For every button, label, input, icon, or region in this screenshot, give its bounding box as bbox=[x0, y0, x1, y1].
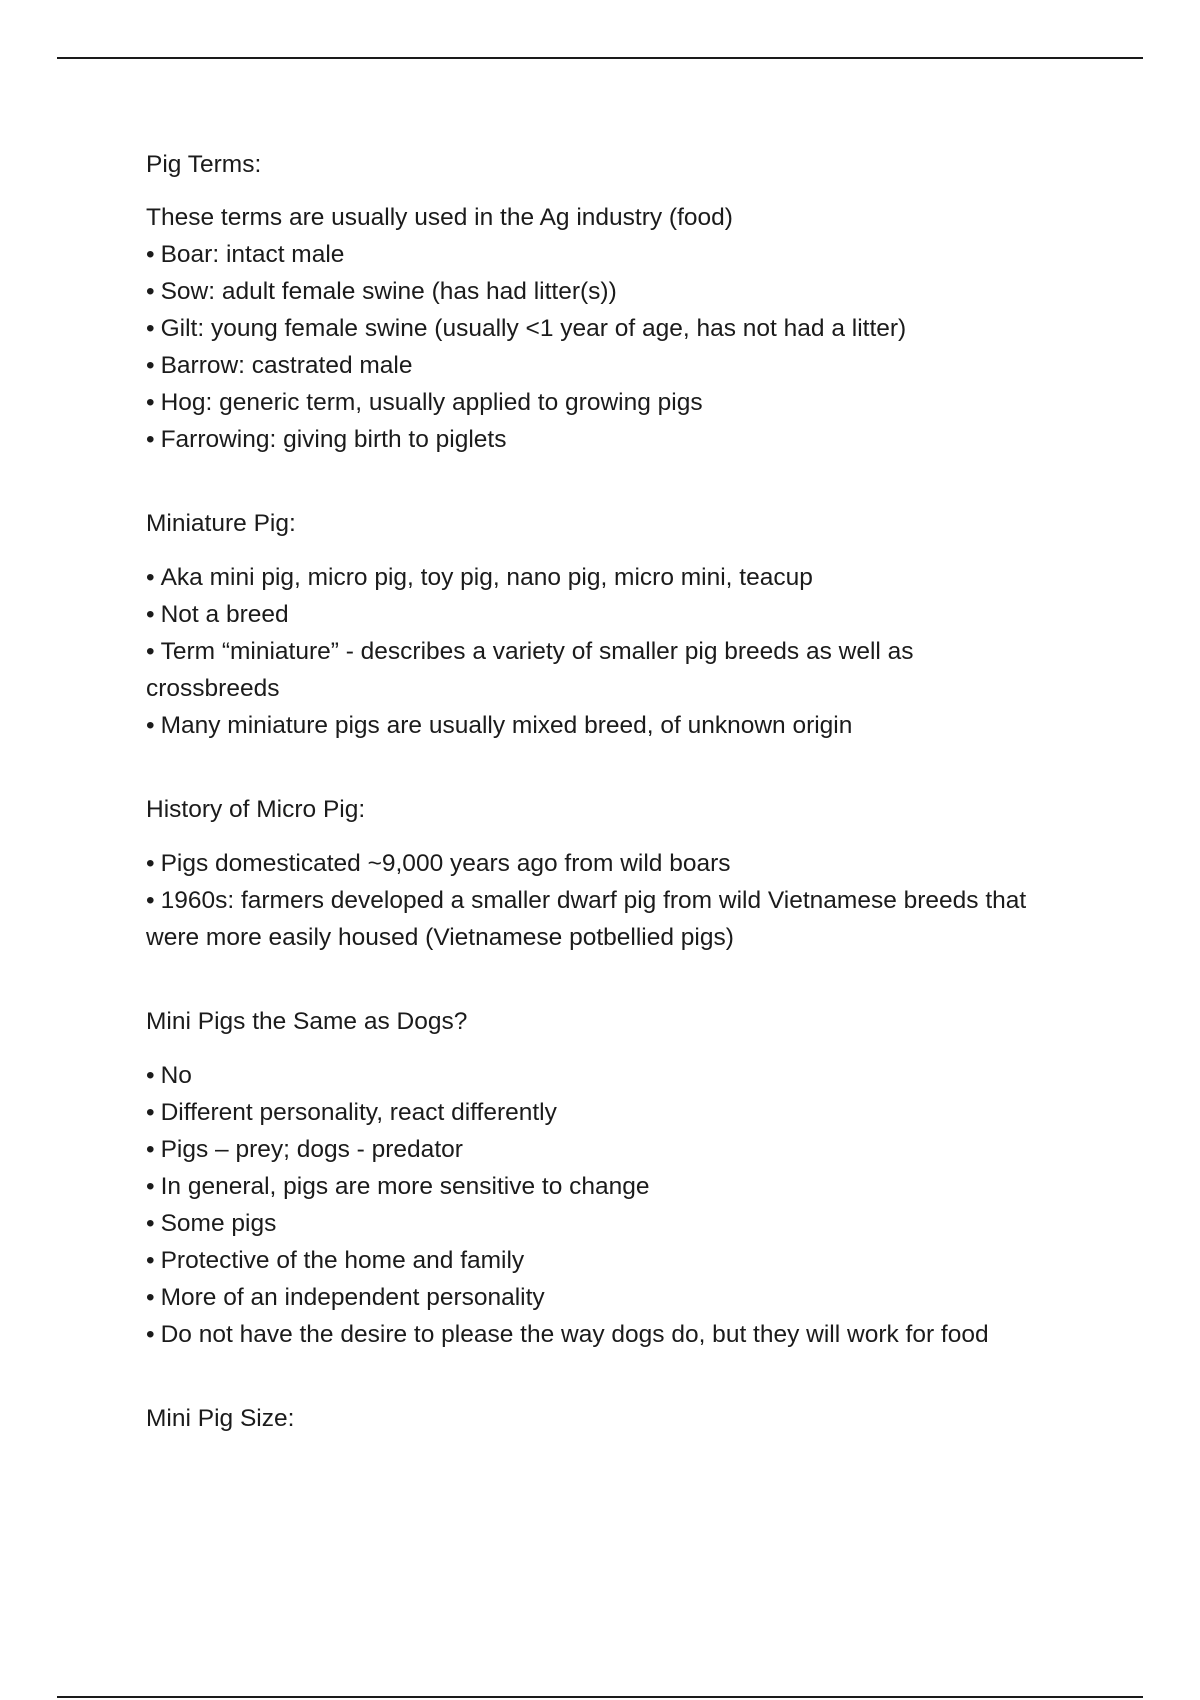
header-rule bbox=[57, 57, 1143, 59]
section-lines bbox=[146, 845, 1096, 956]
section-heading: Mini Pigs the Same as Dogs? bbox=[146, 1008, 468, 1035]
intro-text: These terms are usually used in the Ag industry (food) bbox=[146, 204, 733, 231]
list-item: • Gilt: young female swine (usually <1 year of age, has not had a litter) bbox=[146, 310, 1096, 347]
list-item: • Do not have the desire to please the way dogs do, but they will work for food bbox=[146, 1316, 1096, 1353]
list-item: • Some pigs bbox=[146, 1205, 1096, 1242]
section-heading: Mini Pig Size: bbox=[146, 1405, 295, 1432]
section-history-micro-pig bbox=[146, 791, 1096, 956]
list-item: • Pigs domesticated ~9,000 years ago from wild boars bbox=[146, 845, 1096, 882]
list-item: • Sow: adult female swine (has had litter(s)) bbox=[146, 273, 1096, 310]
list-item: • More of an independent personality bbox=[146, 1279, 1096, 1316]
section-lines bbox=[146, 559, 1096, 744]
list-item: • Term “miniature” - describes a variety of smaller pig breeds as well as bbox=[146, 633, 1096, 670]
section-lines bbox=[146, 1057, 1096, 1353]
section-miniature-pig bbox=[146, 505, 1096, 744]
section-heading: Miniature Pig: bbox=[146, 510, 296, 537]
list-item: • Aka mini pig, micro pig, toy pig, nano pig, micro mini, teacup bbox=[146, 559, 1096, 596]
section-pig-terms bbox=[146, 146, 1096, 458]
section-heading: History of Micro Pig: bbox=[146, 796, 366, 823]
list-item: • Different personality, react differently bbox=[146, 1094, 1096, 1131]
list-item: • Not a breed bbox=[146, 596, 1096, 633]
document-body bbox=[146, 146, 1096, 1437]
list-item: • Protective of the home and family bbox=[146, 1242, 1096, 1279]
list-item-continuation: were more easily housed (Vietnamese potbellied pigs) bbox=[146, 924, 734, 951]
section-heading: Pig Terms: bbox=[146, 151, 262, 178]
list-item: • In general, pigs are more sensitive to change bbox=[146, 1168, 1096, 1205]
footer-rule bbox=[57, 1696, 1143, 1698]
list-item-continuation: crossbreeds bbox=[146, 675, 280, 702]
list-item: • Boar: intact male bbox=[146, 236, 1096, 273]
list-item: • Pigs – prey; dogs - predator bbox=[146, 1131, 1096, 1168]
list-item: • Farrowing: giving birth to piglets bbox=[146, 421, 1096, 458]
section-lines bbox=[146, 199, 1096, 458]
list-item: • Many miniature pigs are usually mixed breed, of unknown origin bbox=[146, 707, 1096, 744]
section-mini-pig-size bbox=[146, 1400, 1096, 1437]
list-item: • 1960s: farmers developed a smaller dwarf pig from wild Vietnamese breeds that bbox=[146, 882, 1096, 919]
list-item: • Barrow: castrated male bbox=[146, 347, 1096, 384]
list-item: • No bbox=[146, 1057, 1096, 1094]
list-item: • Hog: generic term, usually applied to growing pigs bbox=[146, 384, 1096, 421]
section-mini-pigs-vs-dogs bbox=[146, 1003, 1096, 1353]
